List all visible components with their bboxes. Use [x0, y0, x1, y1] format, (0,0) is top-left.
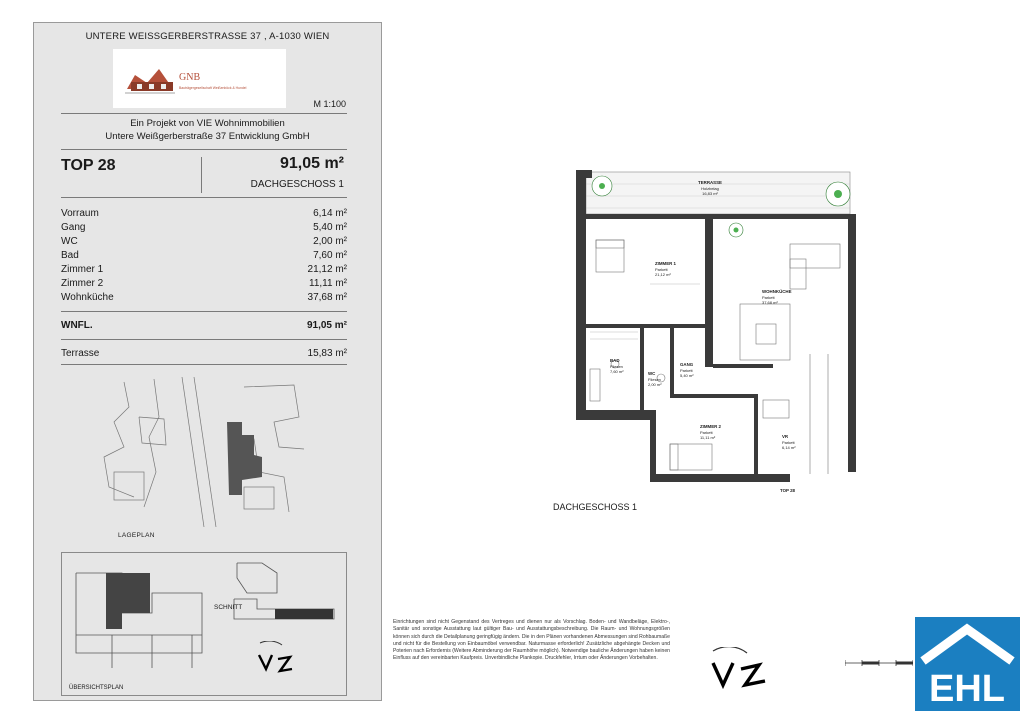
logo-subtitle: Bauträgergesellschaft Weißenböck & Hundel [179, 86, 247, 90]
room-name: Wohnküche [61, 292, 114, 303]
project-line-2: Untere Weißgerberstraße 37 Entwicklung GmbH [105, 131, 310, 142]
room-label-bad: BAD [610, 358, 620, 363]
room-area: 11,11 m² [309, 278, 347, 289]
room-row [61, 249, 347, 263]
room-row [61, 277, 347, 291]
room-name: Vorraum [61, 208, 99, 219]
schnitt-caption: SCHNITT [214, 604, 243, 611]
entrance-label: TOP 28 [780, 488, 795, 493]
unit-name: TOP 28 [61, 157, 116, 174]
developer-logo [113, 49, 286, 108]
lageplan-caption: LAGEPLAN [118, 532, 155, 539]
site-plan [94, 377, 309, 527]
unit-floor: DACHGESCHOSS 1 [250, 179, 344, 190]
room-label-wc: WC [648, 371, 656, 376]
room-area: 2,00 m² [313, 236, 347, 247]
room-label-zimmer2: ZIMMER 2 [700, 424, 721, 429]
room-row [61, 291, 347, 305]
disclaimer-text: Einrichtungen sind nicht Gegenstand des Vertreges und dienen nur als Vorschlag. Boden- und Wandbeläge, Elektro-, Sanitär und sonstige Ausstattung laut gültiger Bau- und Ausstattungsbeschreibung. Die Raum- und Wohnungsgrößen können sich durch die Detailplanung geringfügig ändern. Die in den Plänen vorhandenen Abmessungen sind Rohbaumaße und nicht für die Bestellung von Einbaumöbel verwendbar. Naturmasse erforderlich! Zusätzliche abgehängte Decken und Poterien nach Erfordernis (Weitere Abminderung der Raumhöhe möglich). Notwendige bauliche Änderungen haben keinen Einfluss auf den vereinbarten Kaufpreis. Unverbindliche Plankopie. Druckfehler, Irrtum oder Änderungen Vorbehalten. [393, 619, 670, 662]
room-area: 37,68 m² [307, 292, 347, 303]
room-area-wc: 2,00 m² [648, 382, 662, 387]
room-area: 5,40 m² [313, 222, 347, 233]
divider [61, 149, 347, 150]
terrace-area-shape [586, 172, 850, 214]
room-area: 7,60 m² [313, 250, 347, 261]
compass-small-icon [256, 641, 306, 681]
room-name: Gang [61, 222, 86, 233]
uebersichtsplan-caption: ÜBERSICHTSPLAN [69, 685, 124, 691]
room-floor-terrace: Holzbelag [701, 186, 719, 191]
room-area-gang: 5,40 m² [680, 373, 694, 378]
room-area-zimmer1: 21,12 m² [655, 272, 671, 277]
logo-text: GNB [179, 72, 201, 83]
wnfl-label: WNFL. [61, 320, 93, 331]
floor-plan [560, 164, 870, 500]
wnfl-area: 91,05 m² [306, 320, 347, 331]
room-name: WC [61, 236, 78, 247]
room-floor-wc: Fliesen [648, 377, 661, 382]
room-name: Zimmer 1 [61, 264, 104, 275]
divider [61, 197, 347, 198]
room-label-gang: GANG [680, 362, 694, 367]
room-row [61, 221, 347, 235]
room-row [61, 263, 347, 277]
scale-label: M 1:100 [313, 99, 346, 109]
divider [61, 311, 347, 312]
ehl-logo-text: EHL [929, 668, 1005, 710]
project-line-1: Ein Projekt von VIE Wohnimmobilien [130, 118, 285, 129]
ehl-logo [915, 617, 1020, 711]
room-area: 6,14 m² [313, 208, 347, 219]
scale-bar-icon [845, 657, 913, 669]
room-name: Bad [61, 250, 79, 261]
divider [61, 339, 347, 340]
room-area: 21,12 m² [307, 264, 347, 275]
room-area-zimmer2: 11,11 m² [700, 435, 716, 440]
terrace-label: Terrasse [61, 348, 100, 359]
room-label-wohnkueche: WOHNKÜCHE [762, 289, 792, 294]
unit-separator [201, 157, 202, 193]
terrace-area: 15,83 m² [307, 348, 347, 359]
divider [61, 364, 347, 365]
room-floor-zimmer1: Parkett [655, 267, 668, 272]
room-list [61, 207, 347, 305]
project-info [34, 117, 381, 143]
unit-area: 91,05 m² [279, 155, 344, 172]
room-label-terrace: TERRASSE [698, 180, 722, 185]
room-area-wohnkueche: 37,68 m² [762, 300, 778, 305]
room-name: Zimmer 2 [61, 278, 104, 289]
address: UNTERE WEISSGERBERSTRASSE 37 , A-1030 WIEN [85, 31, 330, 42]
room-area-bad: 7,60 m² [610, 369, 624, 374]
room-floor-wohnkueche: Parkett [762, 295, 775, 300]
room-floor-bad: Fliesen [610, 364, 623, 369]
divider [61, 113, 347, 114]
terrace-row [61, 348, 347, 359]
room-area-vr: 6,14 m² [782, 445, 796, 450]
wnfl-row [61, 320, 347, 331]
room-floor-gang: Parkett [680, 368, 693, 373]
room-label-zimmer1: ZIMMER 1 [655, 261, 676, 266]
room-floor-zimmer2: Parkett [700, 430, 713, 435]
room-row [61, 235, 347, 249]
room-label-vr: VR [782, 434, 789, 439]
room-row [61, 207, 347, 221]
floor-plan-caption: DACHGESCHOSS 1 [553, 502, 638, 512]
room-floor-vr: Parkett [782, 440, 795, 445]
info-panel [33, 22, 382, 701]
gnb-logo-icon [113, 49, 286, 108]
north-arrow-icon [707, 647, 777, 692]
room-area-terrace: 16,83 m² [702, 191, 718, 196]
